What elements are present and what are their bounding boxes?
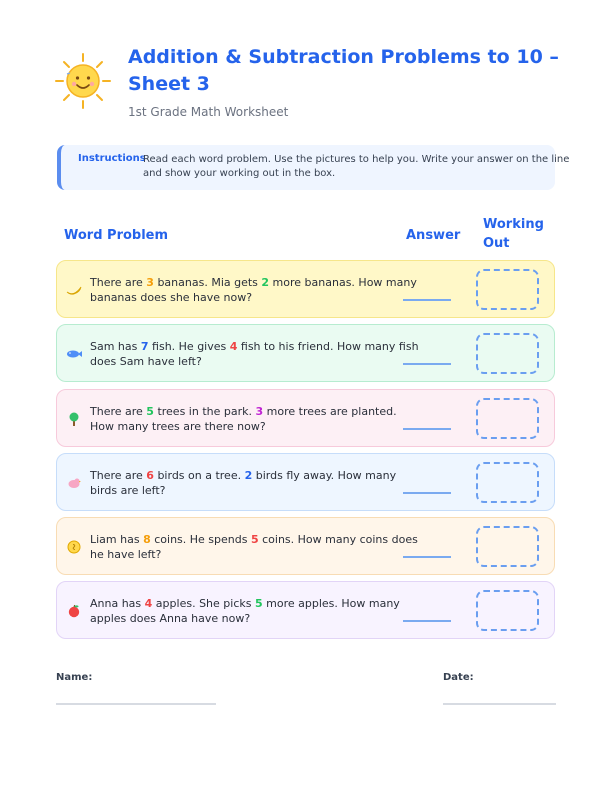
problem-number: 6 [146,469,154,482]
problem-text-segment: bananas. Mia gets [153,276,262,289]
problem-number: 2 [261,276,270,289]
problem-text-segment: There are [90,469,147,482]
column-header-word-problem: Word Problem [64,228,169,243]
problem-number: 4 [229,340,238,353]
problem-row [56,517,555,575]
coin-icon [65,540,83,554]
banana-icon [65,283,83,297]
problem-text [90,404,420,434]
problem-row [56,389,555,447]
problem-text [90,532,420,562]
answer-line[interactable] [403,492,451,494]
problem-text [90,468,420,498]
problem-text-segment: more apples. How many apples does Anna have now? [90,597,400,625]
date-line[interactable] [443,703,556,705]
problem-text [90,596,420,626]
problem-text-segment: birds on a tree. [153,469,245,482]
problem-text-segment: coins. He spends [150,533,251,546]
problem-number: 5 [254,597,263,610]
page-subtitle: 1st Grade Math Worksheet [128,105,289,119]
problem-number: 3 [255,405,264,418]
problem-text-segment: Anna has [90,597,145,610]
problem-text-segment: fish. He gives [148,340,230,353]
problem-text-segment: Sam has [90,340,141,353]
working-out-box[interactable] [476,526,539,567]
tree-icon [65,412,83,426]
working-out-box[interactable] [476,333,539,374]
problem-number: 4 [144,597,153,610]
problem-number: 8 [143,533,151,546]
problem-row [56,324,555,382]
problem-text-segment: coins. How many coins does he have left? [90,533,418,561]
sun-face-icon [54,52,112,110]
problem-text-segment: more bananas. How many bananas does she have now? [90,276,417,304]
page-title: Addition & Subtraction Problems to 10 – Sheet 3 [128,46,559,95]
apple-icon [65,604,83,618]
answer-line[interactable] [403,299,451,301]
answer-line[interactable] [403,428,451,430]
instructions-box [57,145,570,190]
problem-row [56,453,555,511]
problem-text-segment: trees in the park. [153,405,256,418]
name-label: Name: [56,672,93,683]
problem-number: 5 [146,405,154,418]
problem-number: 3 [146,276,154,289]
date-label: Date: [443,672,474,683]
problem-text-segment: apples. She picks [152,597,255,610]
fish-icon [65,347,83,361]
column-header-working-out: Working Out [483,217,544,251]
problem-text [90,339,420,369]
working-out-box[interactable] [476,462,539,503]
working-out-box[interactable] [476,269,539,310]
problem-text-segment: birds fly away. How many birds are left? [90,469,397,497]
answer-line[interactable] [403,556,451,558]
problem-text-segment: more trees are planted. How many trees are there now? [90,405,397,433]
problem-row [56,260,555,318]
bird-icon [65,476,83,490]
problem-text-segment: There are [90,276,147,289]
problem-text-segment: There are [90,405,147,418]
answer-line[interactable] [403,620,451,622]
column-header-answer: Answer [406,228,461,243]
problem-number: 5 [250,533,259,546]
problem-number: 7 [140,340,149,353]
problem-row [56,581,555,639]
name-line[interactable] [56,703,216,705]
instructions-label: Instructions [78,153,146,164]
problem-text [90,275,420,305]
answer-line[interactable] [403,363,451,365]
working-out-box[interactable] [476,398,539,439]
problem-text-segment: Liam has [90,533,144,546]
working-out-box[interactable] [476,590,539,631]
problem-number: 2 [244,469,253,482]
instructions-text: Read each word problem. Use the pictures to help you. Write your answer on the line and show your working out in the box. [143,154,570,179]
problem-text-segment: fish to his friend. How many fish does Sam have left? [90,340,419,368]
